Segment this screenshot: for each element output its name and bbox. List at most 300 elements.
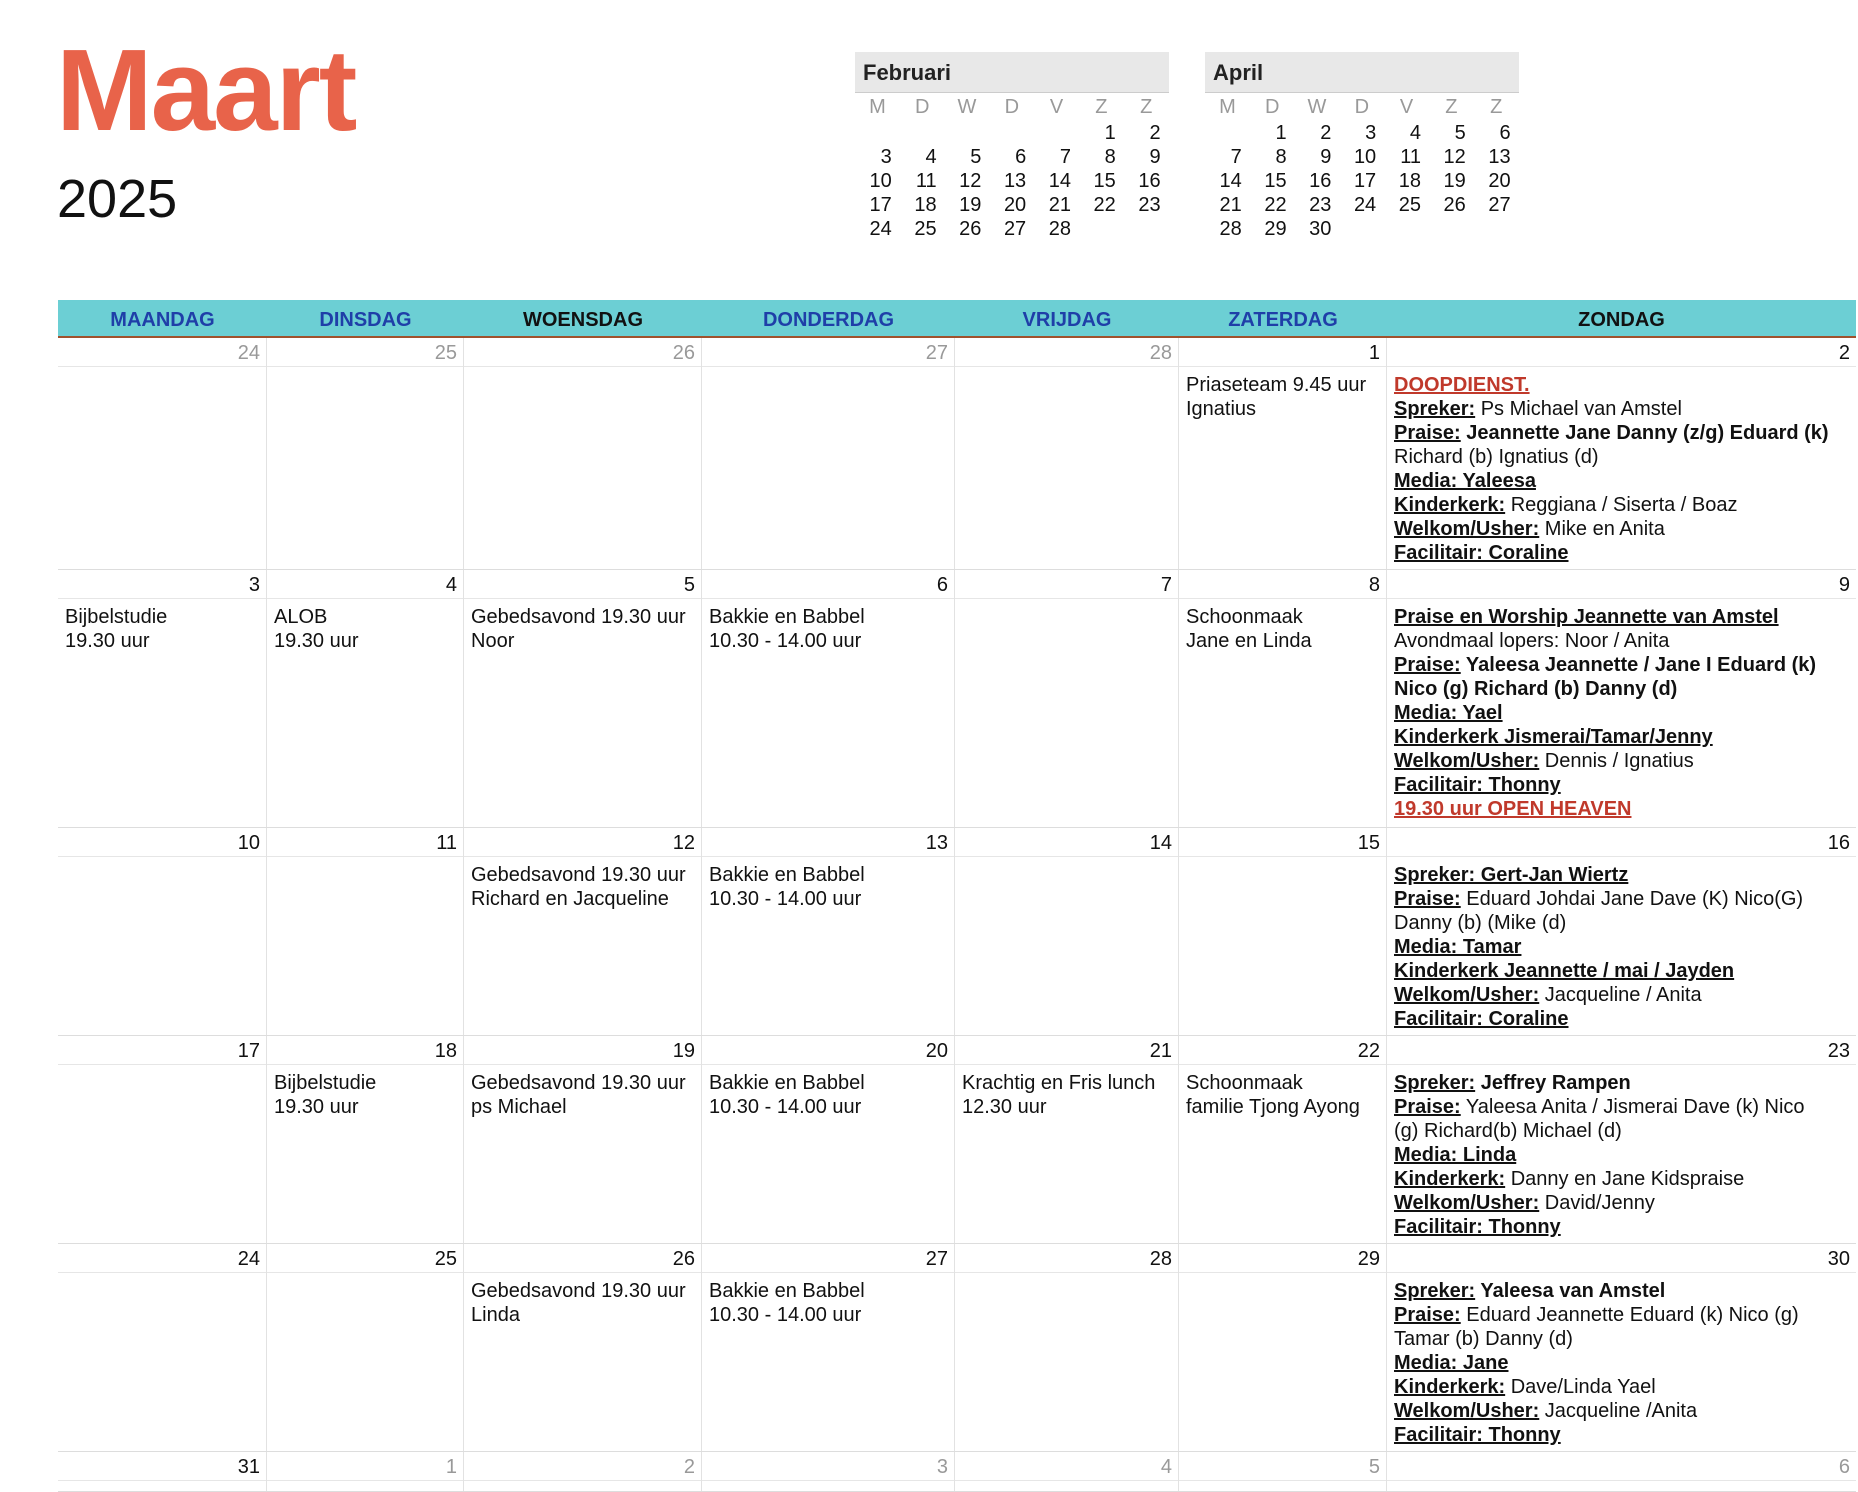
event-line: Media: Yael [1394,702,1503,724]
day-number: 25 [267,1244,463,1273]
day-number: 17 [58,1036,266,1065]
calendar-week [58,1036,1856,1244]
day-cell[interactable] [702,570,955,827]
event-line [1394,887,1849,911]
mini-calendar-day [855,121,900,145]
day-number: 27 [702,1244,954,1273]
mini-calendar-day: 5 [1454,122,1466,144]
mini-calendar-week [1205,145,1519,169]
day-number: 6 [702,570,954,599]
event-value: Jeffrey Rampen [1475,1072,1631,1094]
day-number: 29 [1179,1244,1386,1273]
mini-weekday-label: M [1219,96,1236,118]
mini-calendar-day [900,121,945,145]
event-value: Yaleesa Jeannette / Jane I Eduard (k) [1460,654,1817,676]
mini-calendar-day: 4 [1409,122,1421,144]
calendar-week [58,828,1856,1036]
mini-calendar-day: 21 [1048,194,1071,216]
weekday-woensdag: WOENSDAG [523,309,643,331]
mini-calendar-day: 30 [1309,218,1332,240]
mini-calendar-day [1474,217,1519,241]
mini-calendar-day: 17 [1353,170,1377,192]
mini-calendar-day [1124,217,1169,241]
day-events [1387,857,1856,1035]
day-number: 13 [702,828,954,857]
event-line [1394,1191,1849,1215]
day-events [1387,1273,1856,1451]
mini-calendar-day: 20 [1003,194,1027,216]
mini-weekday-label: V [1399,96,1414,118]
event-line: ps Michael [471,1096,567,1118]
event-line: ALOB [274,606,328,628]
event-value: Yaleesa Anita / Jismerai Dave (k) Nico [1460,1096,1805,1118]
mini-calendar-day: 22 [1093,194,1116,216]
event-line: (g) Richard(b) Michael (d) [1394,1120,1622,1142]
event-line: Gebedsavond 19.30 uur [471,606,686,628]
event-label: Spreker: [1394,1280,1476,1302]
event-line [1394,1167,1849,1191]
day-cell[interactable] [58,1036,267,1243]
mini-calendar-day [1339,217,1384,241]
event-line: Gebedsavond 19.30 uur [471,1072,686,1094]
event-line: Facilitair: Thonny [1394,1216,1561,1238]
day-cell[interactable] [464,1244,702,1451]
day-cell[interactable] [267,1036,464,1243]
calendar-week [58,1244,1856,1452]
mini-calendar-day: 16 [1309,170,1332,192]
day-cell[interactable] [955,1036,1179,1243]
mini-calendar-day: 28 [1219,218,1242,240]
event-value: Danny en Jane Kidspraise [1505,1168,1745,1190]
day-cell[interactable] [702,1452,955,1491]
day-cell[interactable] [58,338,267,569]
day-cell[interactable] [955,828,1179,1035]
day-cell[interactable] [955,1452,1179,1491]
year-title: 2025 [57,169,178,229]
event-label: Welkom/Usher: [1394,750,1540,772]
day-number: 24 [58,338,266,367]
day-cell[interactable] [464,570,702,827]
mini-calendar-day: 19 [959,194,982,216]
event-value: Dave/Linda Yael [1505,1376,1656,1398]
event-label: Praise: [1394,888,1461,910]
day-number: 15 [1179,828,1386,857]
event-line: Facilitair: Thonny [1394,774,1561,796]
weekday-zondag: ZONDAG [1578,309,1665,331]
mini-calendar-day [1429,217,1474,241]
event-line: Facilitair: Coraline [1394,542,1569,564]
mini-calendar-day: 13 [1488,146,1511,168]
event-line: Spreker: Gert-Jan Wiertz [1394,864,1629,886]
mini-calendar-day: 27 [1488,194,1511,216]
mini-calendar-day: 14 [1219,170,1242,192]
day-events [267,1065,463,1125]
mini-calendar-title: Februari [855,52,1169,93]
day-events [464,857,701,917]
day-cell[interactable] [58,828,267,1035]
day-cell[interactable] [267,1452,464,1491]
day-cell[interactable] [1179,570,1387,827]
mini-calendar-day: 25 [914,218,937,240]
mini-calendar-day: 8 [1275,146,1287,168]
event-line: 19.30 uur OPEN HEAVEN [1394,798,1632,820]
event-line: Praise en Worship Jeannette van Amstel [1394,606,1779,628]
mini-weekday-label: D [1004,96,1020,118]
event-label: Welkom/Usher: [1394,984,1540,1006]
weekday-vrijdag: VRIJDAG [1022,309,1112,331]
day-cell[interactable] [702,1036,955,1243]
event-line [1394,1279,1849,1303]
event-line: Nico (g) Richard (b) Danny (d) [1394,678,1678,700]
day-events [955,1065,1178,1125]
event-line: Richard en Jacqueline [471,888,669,910]
mini-calendar-week [855,121,1169,145]
day-number: 1 [1179,338,1386,367]
event-line [1394,1399,1849,1423]
day-number: 28 [955,338,1178,367]
day-events [702,1065,954,1125]
day-cell[interactable] [267,338,464,569]
day-number: 2 [1387,338,1856,367]
mini-calendar-day: 3 [880,146,892,168]
day-number: 24 [58,1244,266,1273]
event-line: Facilitair: Thonny [1394,1424,1561,1446]
event-value: Yaleesa van Amstel [1475,1280,1666,1302]
event-line: Ignatius [1186,398,1257,420]
mini-calendar-day: 12 [959,170,982,192]
event-value: Eduard Jeannette Eduard (k) Nico (g) [1460,1304,1799,1326]
event-value: Jeannette Jane Danny (z/g) Eduard (k) [1460,422,1829,444]
mini-calendar-day: 11 [1400,146,1421,168]
event-line: Noor [471,630,515,652]
mini-calendar-day: 22 [1264,194,1287,216]
mini-calendar-day: 26 [1443,194,1466,216]
event-line: Avondmaal lopers: Noor / Anita [1394,630,1670,652]
mini-calendar-day: 24 [869,218,892,240]
mini-calendar-day [1205,121,1250,145]
mini-weekday-label: M [869,96,886,118]
mini-calendar-day: 19 [1443,170,1466,192]
event-label: Kinderkerk: [1394,1168,1506,1190]
mini-calendar-week [1205,193,1519,217]
day-events [702,599,954,659]
weekday-zaterdag: ZATERDAG [1228,309,1338,331]
mini-calendar-day: 16 [1138,170,1161,192]
day-cell[interactable] [1387,828,1856,1035]
event-line: Media: Linda [1394,1144,1517,1166]
mini-calendar-day: 7 [1059,146,1071,168]
day-number: 28 [955,1244,1178,1273]
mini-calendar-day: 6 [1015,146,1027,168]
mini-calendar-day: 9 [1149,146,1161,168]
event-label: Spreker: [1394,398,1476,420]
event-line: Gebedsavond 19.30 uur [471,1280,686,1302]
day-events [464,599,701,659]
day-events [702,1273,954,1333]
event-line: Bakkie en Babbel [709,606,865,628]
event-line: Bijbelstudie [65,606,168,628]
event-label: Spreker: [1394,1072,1476,1094]
event-line: 12.30 uur [962,1096,1047,1118]
day-cell[interactable] [702,828,955,1035]
day-number: 20 [702,1036,954,1065]
event-line: 10.30 - 14.00 uur [709,888,862,910]
day-cell[interactable] [955,570,1179,827]
day-number: 5 [1179,1452,1386,1481]
day-number: 19 [464,1036,701,1065]
day-cell[interactable] [58,1452,267,1491]
mini-calendar-day: 17 [869,194,892,216]
day-cell[interactable] [464,828,702,1035]
event-line: Tamar (b) Danny (d) [1394,1328,1573,1350]
mini-calendar-day [989,121,1034,145]
day-cell[interactable] [267,828,464,1035]
event-line: Bakkie en Babbel [709,1280,865,1302]
day-number: 2 [464,1452,701,1481]
weekday-header [58,300,1856,338]
mini-calendar-day: 24 [1353,194,1377,216]
event-line [1394,1375,1849,1399]
mini-calendar-day: 7 [1230,146,1242,168]
event-line: Krachtig en Fris lunch [962,1072,1156,1094]
event-line: Bijbelstudie [274,1072,377,1094]
day-cell[interactable] [1179,1036,1387,1243]
mini-calendar-day: 4 [925,146,937,168]
mini-calendar-day: 25 [1398,194,1421,216]
event-value: Eduard Johdai Jane Dave (K) Nico(G) [1460,888,1804,910]
calendar-week [58,570,1856,828]
mini-calendar-day: 12 [1443,146,1466,168]
mini-calendar-day: 18 [1398,170,1421,192]
day-number: 26 [464,1244,701,1273]
day-cell[interactable] [955,1244,1179,1451]
day-number: 9 [1387,570,1856,599]
event-value: Jacqueline / Anita [1539,984,1702,1006]
event-label: Praise: [1394,1096,1461,1118]
mini-calendar-day: 15 [1264,170,1287,192]
mini-calendar-day [1384,217,1429,241]
day-cell[interactable] [1179,1452,1387,1491]
mini-calendar-day: 6 [1499,122,1511,144]
mini-calendar-day: 2 [1149,122,1161,144]
weekday-donderdag: DONDERDAG [762,309,895,331]
event-line: Jane en Linda [1186,630,1312,652]
mini-calendar-day: 8 [1104,146,1116,168]
day-cell[interactable] [1387,570,1856,827]
day-number: 3 [58,570,266,599]
mini-calendar-weekdays [855,93,1169,121]
event-value: Reggiana / Siserta / Boaz [1505,494,1738,516]
mini-calendar-week [855,169,1169,193]
mini-calendar-day: 9 [1320,146,1332,168]
mini-weekday-label: D [1354,96,1370,118]
day-number: 10 [58,828,266,857]
event-value: Dennis / Ignatius [1539,750,1694,772]
day-number: 23 [1387,1036,1856,1065]
day-number: 27 [702,338,954,367]
event-label: Welkom/Usher: [1394,1192,1540,1214]
day-cell[interactable] [1179,1244,1387,1451]
day-cell[interactable] [955,338,1179,569]
mini-calendar-day: 10 [1353,146,1377,168]
day-number: 11 [267,828,463,857]
event-line: Schoonmaak [1186,606,1303,628]
day-events [1179,1065,1386,1125]
mini-calendar-week [855,217,1169,241]
calendar-week [58,338,1856,570]
weekday-dinsdag: DINSDAG [319,309,412,331]
day-cell[interactable] [702,1244,955,1451]
day-events [464,1273,701,1333]
event-value: Jacqueline /Anita [1539,1400,1698,1422]
mini-calendar-day: 26 [959,218,982,240]
day-number: 6 [1387,1452,1856,1481]
day-number: 25 [267,338,463,367]
day-cell[interactable] [1387,338,1856,569]
mini-weekday-label: Z [1445,96,1458,118]
day-number: 4 [955,1452,1178,1481]
day-number: 3 [702,1452,954,1481]
day-cell[interactable] [702,338,955,569]
mini-weekday-label: W [957,96,977,118]
calendar-week [58,1452,1856,1492]
day-cell[interactable] [1387,1244,1856,1451]
day-number: 21 [955,1036,1178,1065]
event-line: familie Tjong Ayong [1186,1096,1360,1118]
mini-calendar-february [855,52,1169,241]
day-events [1387,1065,1856,1243]
day-number: 4 [267,570,463,599]
mini-weekday-label: D [914,96,930,118]
day-events [267,599,463,659]
day-cell[interactable] [58,1244,267,1451]
event-line: 10.30 - 14.00 uur [709,1096,862,1118]
mini-weekday-label: Z [1095,96,1108,118]
mini-calendar-day: 20 [1488,170,1511,192]
day-number: 18 [267,1036,463,1065]
event-line: Gebedsavond 19.30 uur [471,864,686,886]
day-cell[interactable] [464,338,702,569]
mini-calendar-title: April [1205,52,1519,93]
day-events [464,1065,701,1125]
day-number: 1 [267,1452,463,1481]
day-cell[interactable] [1387,1452,1856,1491]
event-line: 19.30 uur [274,1096,359,1118]
event-line [1394,749,1849,773]
mini-calendar-day: 28 [1048,218,1071,240]
event-line [1394,421,1849,445]
mini-calendar-day: 14 [1048,170,1071,192]
event-line: DOOPDIENST. [1394,374,1530,396]
event-line: 19.30 uur [65,630,150,652]
day-cell[interactable] [1179,338,1387,569]
day-events [702,857,954,917]
event-line: Media: Tamar [1394,936,1522,958]
day-cell[interactable] [58,570,267,827]
mini-calendar-day: 21 [1219,194,1242,216]
day-cell[interactable] [1387,1036,1856,1243]
mini-calendar-weekdays [1205,93,1519,121]
mini-calendar-week [1205,169,1519,193]
mini-calendar-day: 23 [1309,194,1332,216]
day-number: 12 [464,828,701,857]
event-line [1394,1095,1849,1119]
day-cell[interactable] [464,1452,702,1491]
mini-calendar-day: 10 [869,170,892,192]
event-value: Ps Michael van Amstel [1475,398,1682,420]
event-line [1394,517,1849,541]
event-label: Praise: [1394,654,1461,676]
day-number: 7 [955,570,1178,599]
event-line: Bakkie en Babbel [709,864,865,886]
mini-calendar-day: 27 [1003,218,1027,240]
event-line: Danny (b) (Mike (d) [1394,912,1567,934]
day-number: 8 [1179,570,1386,599]
event-line [1394,1071,1849,1095]
event-line: Priaseteam 9.45 uur [1186,374,1367,396]
day-number: 22 [1179,1036,1386,1065]
event-line [1394,1303,1849,1327]
day-number: 5 [464,570,701,599]
event-line: 10.30 - 14.00 uur [709,630,862,652]
day-events [1387,367,1856,569]
mini-calendar-day: 1 [1275,122,1287,144]
event-line [1394,397,1849,421]
mini-calendar-day: 13 [1003,170,1027,192]
mini-calendar-day: 23 [1138,194,1161,216]
month-grid [58,300,1856,1492]
event-line: Kinderkerk Jeannette / mai / Jayden [1394,960,1735,982]
mini-calendar-day [1079,217,1124,241]
mini-calendar-day: 18 [914,194,937,216]
day-number: 16 [1387,828,1856,857]
event-line: Facilitair: Coraline [1394,1008,1569,1030]
event-line: Linda [471,1304,520,1326]
mini-calendar-week [855,145,1169,169]
day-events [1179,599,1386,659]
day-number: 14 [955,828,1178,857]
day-number: 31 [58,1452,266,1481]
event-label: Welkom/Usher: [1394,518,1540,540]
day-events [1387,599,1856,827]
day-cell[interactable] [267,1244,464,1451]
event-line: Media: Jane [1394,1352,1509,1374]
day-events [58,599,266,659]
day-number: 26 [464,338,701,367]
mini-calendar-week [855,193,1169,217]
event-line [1394,983,1849,1007]
mini-calendar-day: 5 [970,146,982,168]
day-cell[interactable] [267,570,464,827]
event-value: Mike en Anita [1539,518,1665,540]
mini-weekday-label: V [1049,96,1064,118]
mini-weekday-label: W [1307,96,1327,118]
day-cell[interactable] [1179,828,1387,1035]
mini-calendar-day: 2 [1320,122,1332,144]
event-label: Kinderkerk: [1394,494,1506,516]
mini-calendar-day: 1 [1104,122,1116,144]
mini-calendar-week [1205,121,1519,145]
event-label: Praise: [1394,422,1461,444]
event-value: David/Jenny [1539,1192,1655,1214]
mini-calendar-day: 11 [915,170,937,192]
month-title: Maart [56,25,356,155]
day-cell[interactable] [464,1036,702,1243]
event-line [1394,493,1849,517]
mini-calendar-april [1205,52,1519,241]
mini-calendar-day: 3 [1365,122,1377,144]
mini-calendar-day: 15 [1093,170,1116,192]
